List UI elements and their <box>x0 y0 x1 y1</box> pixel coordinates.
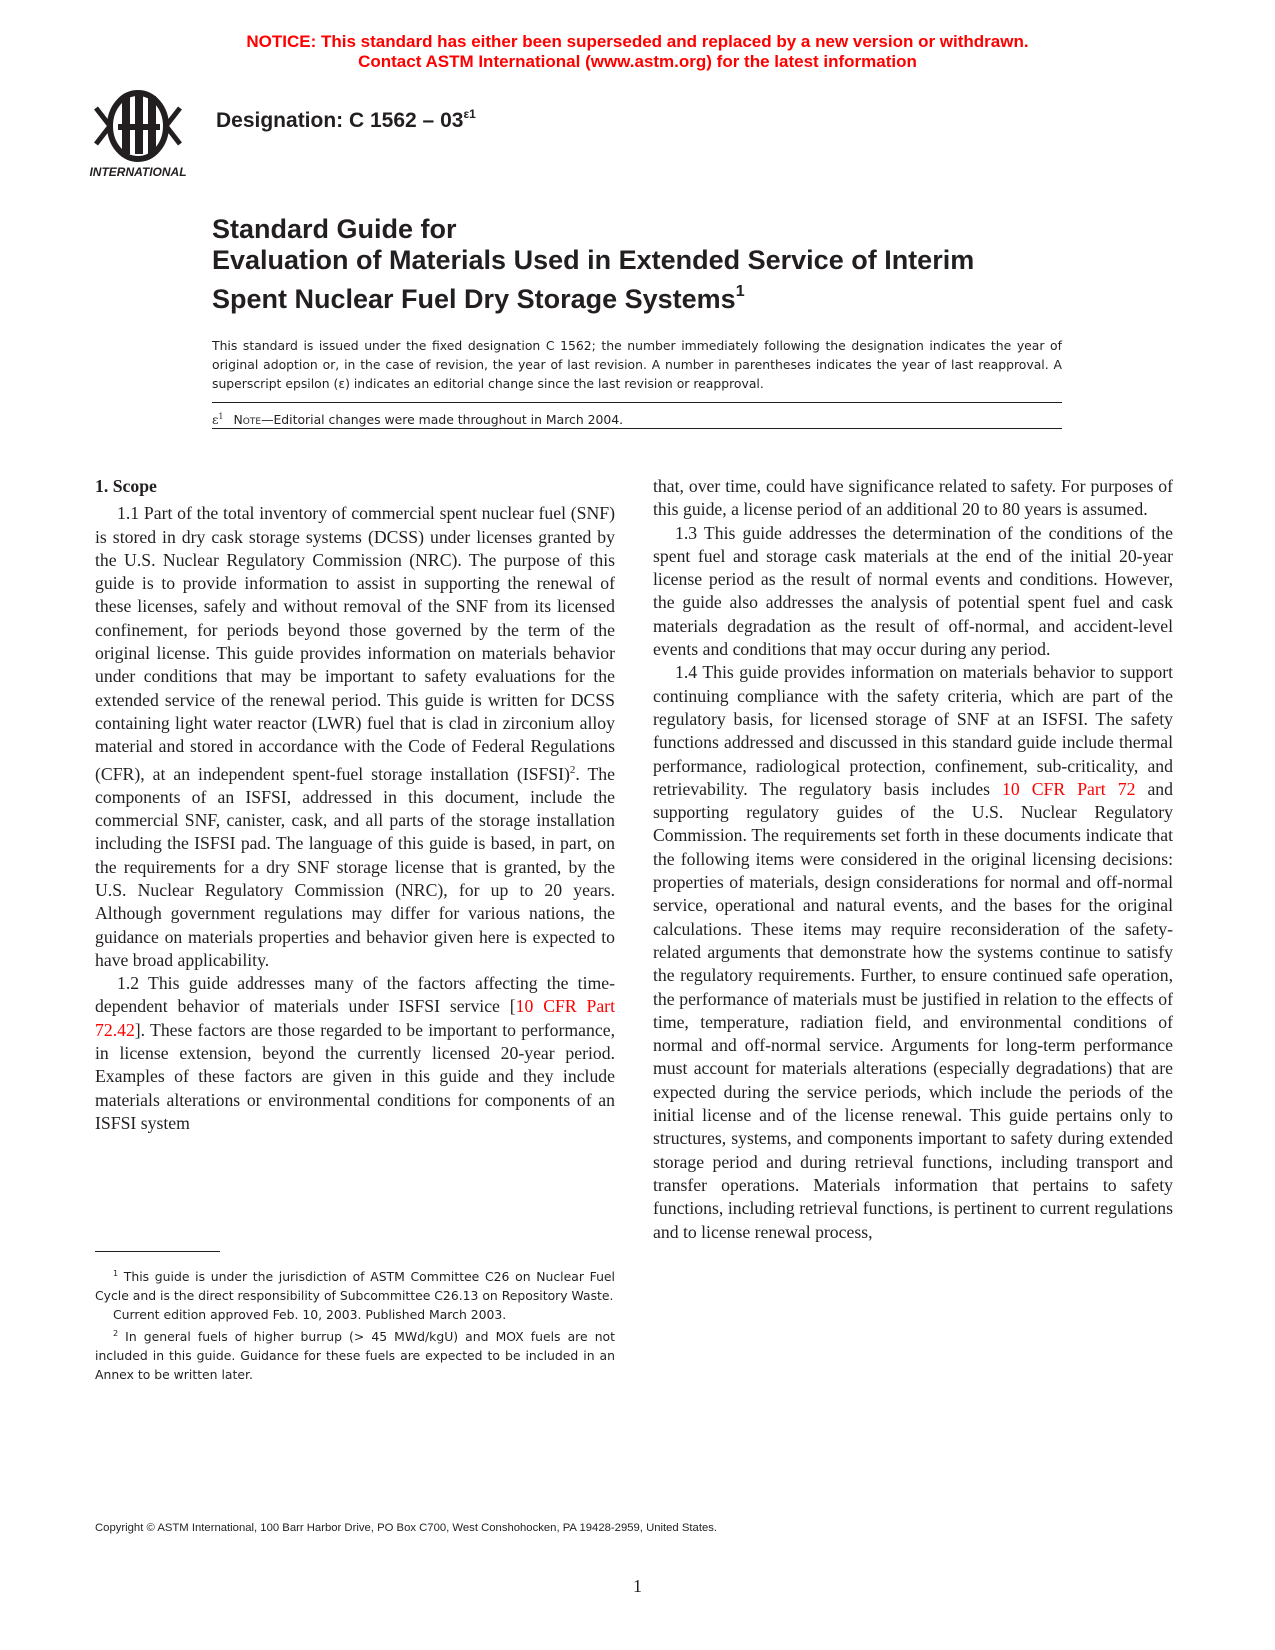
footnote-rule <box>95 1251 220 1252</box>
right-column <box>653 475 1173 1244</box>
footnote-1: $^1$ This guide is under the jurisdiction of ASTM Committee C26 on Nuclear Fuel Cycle and is the direct responsibility of Subcommittee C26.13 on Repository Waste. <box>95 1269 615 1304</box>
title-line-2: Evaluation of Materials Used in Extended Service of Interim <box>212 245 975 275</box>
divider-bottom <box>212 428 1062 429</box>
paragraph-1-1: 1.1 Part of the total inventory of commercial spent nuclear fuel (SNF) is stored in dry cask storage systems (DCSS) under licenses granted by the U.S. Nuclear Regulatory Commission (NRC). The purpose of this guide is to provide information to assist in supporting the renewal of these licenses, safely and without removal of the SNF from its licensed confinement, for periods beyond those governed by the term of the original license. This guide provides information on materials behavior under conditions that may be important to safety evaluations for the extended service of the renewal period. This guide is written for DCSS containing light water reactor (LWR) fuel that is clad in zirconium alloy material and stored in accordance with the Code of Federal Regulations (CFR), at an independent spent-fuel storage installation (ISFSI)$^2$. The components of an ISFSI, addressed in this document, include the commercial SNF, canister, cask, and all parts of the storage installation including the ISFSI pad. The language of this guide is based, in part, on the requirements for a dry SNF storage license that is granted, by the U.S. Nuclear Regulatory Commission (NRC), for up to 20 years. Although government regulations may differ for various nations, the guidance on materials properties and behavior given here is expected to have broad applicability. <box>95 503 615 970</box>
editorial-note <box>212 408 1062 428</box>
paragraph-1-2-continued: that, over time, could have significance related to safety. For purposes of this guide, a license period of an additional 20 to 80 years is assumed. <box>653 476 1173 520</box>
paragraph-1-4: 1.4 This guide provides information on materials behavior to support continuing compliance with the safety criteria, which are part of the regulatory basis, for licensed storage of SNF at an ISFSI. The safety functions addressed and discussed in this standard guide include thermal performance, radiological protection, confinement, sub-criticality, and retrievability. The regulatory basis includes 10 CFR Part 72 and supporting regulatory guides of the U.S. Nuclear Regulatory Commission. The requirements set forth in these documents indicate that the following items were considered in the original licensing decisions: properties of materials, design considerations for normal and off-normal service, operational and natural events, and the bases for the original calculations. These items may require reconsideration of the safety-related arguments that demonstrate how the systems continue to satisfy the regulatory requirements. Further, to ensure continued safe operation, the performance of materials must be justified in relation to the effects of time, temperature, radiation field, and environmental conditions of normal and off-normal service. Arguments for long-term performance must account for materials alterations (especially degradations) that are expected during the service periods, which include the periods of the initial license and of the license renewal. This guide pertains only to structures, systems, and components important to safety during extended storage period and during retrieval functions, including transport and transfer operations. Materials information that pertains to safety functions, including retrieval functions, is pertinent to current regulations and to license renewal process, <box>653 662 1173 1242</box>
astm-logo <box>88 88 198 183</box>
title-footnote-mark: 1 <box>735 283 745 300</box>
designation-label: Designation: C 1562 – 03 <box>216 109 464 132</box>
title-line-3-wrap <box>212 276 1072 315</box>
designation <box>216 107 476 133</box>
title-line-1: Standard Guide for <box>212 214 457 244</box>
copyright-line: Copyright © ASTM International, 100 Barr Harbor Drive, PO Box C700, West Conshohocken, PA 19428-2959, United States. <box>95 1522 718 1534</box>
designation-superscript: ε1 <box>463 107 476 121</box>
editorial-epsilon: $\varepsilon^1$ <box>212 412 224 428</box>
paragraph-1-2: 1.2 This guide addresses many of the factors affecting the time-dependent behavior of materials under ISFSI service [10 CFR Part 72.42]. These factors are those regarded to be important to performance, in license extension, beyond the currently licensed 20-year period. Examples of these factors are given in this guide and they include materials alterations or environmental conditions for components of an ISFSI system <box>95 973 615 1133</box>
paragraph-1-3: 1.3 This guide addresses the determination of the conditions of the spent fuel and storage cask materials at the end of the initial 20-year license period as the result of normal events and conditions. However, the guide also addresses the analysis of potential spent fuel and cask materials degradation as the result of off-normal, and accident-level events and conditions that may occur during any period. <box>653 522 1173 660</box>
issue-note: This standard is issued under the fixed designation C 1562; the number immediately following the designation indicates the year of original adoption or, in the case of revision, the year of last revision. A number in parentheses indicates the year of last reapproval. A superscript epsilon (ε) indicates an editorial change since the last revision or reapproval. <box>212 338 1062 391</box>
cfr-72-link[interactable]: 10 CFR Part 72 <box>1002 778 1136 799</box>
cfr-72-42-link[interactable]: 10 CFR Part 72.42 <box>95 996 615 1040</box>
footnote-2: $^2$ In general fuels of higher burrup (> 45 MWd/kgU) and MOX fuels are not included in this guide. Guidance for these fuels are expected to be included in an Annex to be written later. <box>95 1329 615 1383</box>
document-title <box>212 214 1072 315</box>
editorial-note-text: —Editorial changes were made throughout in March 2004. <box>261 412 624 428</box>
footnote-1-continued: Current edition approved Feb. 10, 2003. Published March 2003. <box>113 1307 507 1323</box>
editorial-note-label: Note <box>233 412 262 428</box>
left-column <box>95 475 615 1135</box>
page-number: 1 <box>633 1576 642 1596</box>
footnotes <box>95 1264 615 1384</box>
title-line-3: Spent Nuclear Fuel Dry Storage Systems <box>212 284 736 314</box>
logo-international-text: INTERNATIONAL <box>89 165 187 179</box>
notice-line-2: Contact ASTM International (www.astm.org) for the latest information <box>358 52 917 71</box>
divider-top <box>212 402 1062 403</box>
section-heading: 1. Scope <box>95 476 157 496</box>
notice-line-1: NOTICE: This standard has either been superseded and replaced by a new version or withdrawn. <box>246 32 1029 51</box>
withdrawal-notice <box>0 32 1275 72</box>
